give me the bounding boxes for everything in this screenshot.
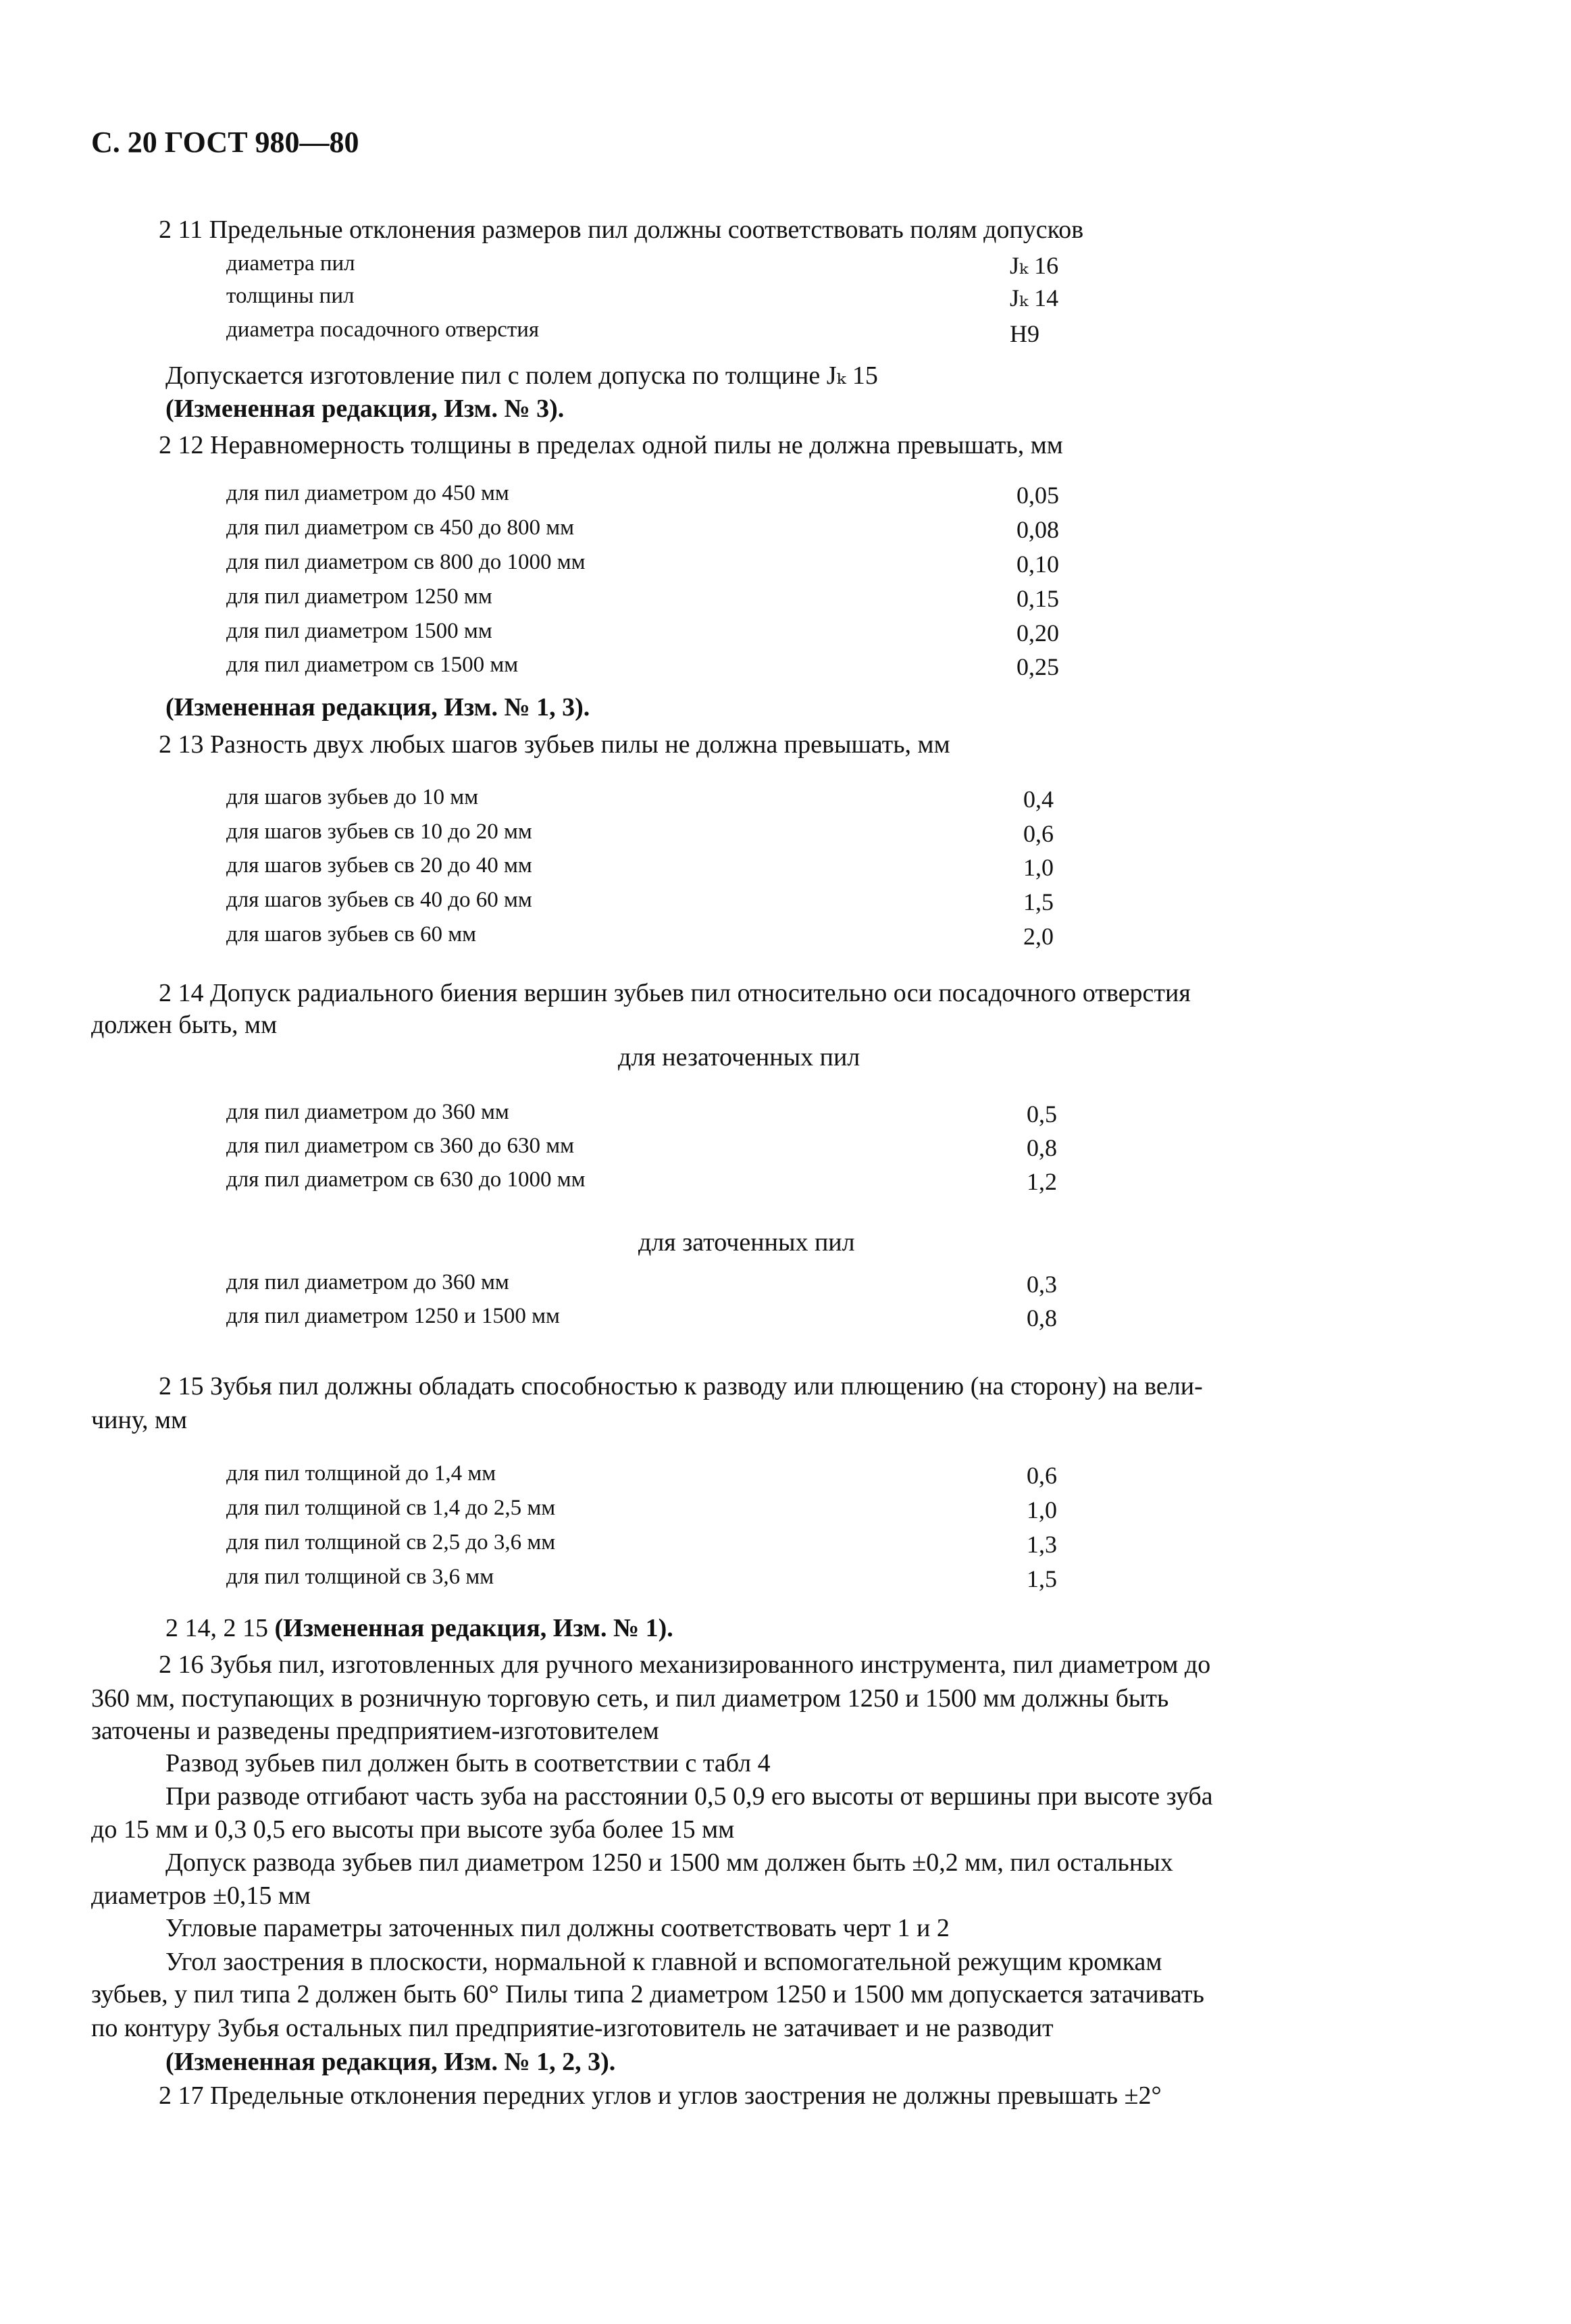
tolerance-row-value: Jₖ 14: [1010, 284, 1059, 311]
clause-2-16-line: Угловые параметры заточенных пил должны соответствовать черт 1 и 2: [165, 1914, 950, 1942]
set-row-value: 1,3: [1027, 1531, 1057, 1558]
set-row-label: для пил толщиной св 3,6 мм: [226, 1565, 494, 1589]
pitch-row-value: 2,0: [1023, 923, 1054, 950]
pitch-row-value: 0,6: [1023, 820, 1054, 847]
clause-2-16-line: Угол заострения в плоскости, нормальной к главной и вспомогательной режущим кромкам: [165, 1948, 1162, 1976]
runout-row-label: для пил диаметром 1250 и 1500 мм: [226, 1304, 560, 1328]
pitch-row-value: 0,4: [1023, 786, 1054, 813]
clause-2-16-line: зубьев, у пил типа 2 должен быть 60° Пилы типа 2 диаметром 1250 и 1500 мм допускается затачивать: [91, 1980, 1204, 2009]
thickness-row-label: для пил диаметром до 450 мм: [226, 481, 509, 505]
clause-2-17-text: 2 17 Предельные отклонения передних углов и углов заострения не должны превышать ±2°: [159, 2081, 1162, 2110]
amendment-note: (Измененная редакция, Изм. № 1, 3).: [165, 693, 590, 722]
pitch-row-label: для шагов зубьев до 10 мм: [226, 785, 479, 809]
amendment-line: [165, 1613, 673, 1643]
subheading-unsharpened: для незаточенных пил: [618, 1043, 860, 1071]
subheading-sharpened: для заточенных пил: [638, 1228, 855, 1257]
tolerance-row-label: диаметра посадочного отверстия: [226, 318, 540, 342]
clause-2-16-line: Допуск развода зубьев пил диаметром 1250 и 1500 мм должен быть ±0,2 мм, пил остальных: [165, 1848, 1173, 1877]
pitch-row-value: 1,0: [1023, 854, 1054, 881]
thickness-row-label: для пил диаметром св 450 до 800 мм: [226, 515, 574, 540]
runout-row-label: для пил диаметром до 360 мм: [226, 1100, 509, 1124]
clause-2-15-text: 2 15 Зубья пил должны обладать способностью к разводу или плющению (на сторону) на вели-: [159, 1372, 1203, 1400]
clause-2-16-line: 360 мм, поступающих в розничную торговую сеть, и пил диаметром 1250 и 1500 мм должны быть: [91, 1684, 1169, 1713]
set-row-value: 1,0: [1027, 1496, 1057, 1523]
pitch-row-label: для шагов зубьев св 60 мм: [226, 922, 477, 946]
runout-row-value: 0,5: [1027, 1101, 1057, 1128]
runout-row-label: для пил диаметром св 630 до 1000 мм: [226, 1167, 586, 1192]
thickness-row-value: 0,20: [1016, 620, 1059, 647]
tolerance-row-value: H9: [1010, 320, 1039, 347]
clause-2-16-line: по контуру Зубья остальных пил предприятие-изготовитель не затачивает и не разводит: [91, 2014, 1054, 2042]
amendment-note: (Измененная редакция, Изм. № 1, 2, 3).: [165, 2048, 616, 2076]
pitch-row-value: 1,5: [1023, 888, 1054, 915]
set-row-value: 0,6: [1027, 1462, 1057, 1489]
clause-2-16-line: Развод зубьев пил должен быть в соответствии с табл 4: [165, 1749, 771, 1777]
tolerance-row-value: Jₖ 16: [1010, 252, 1059, 279]
runout-row-value: 0,8: [1027, 1134, 1057, 1161]
thickness-row-value: 0,05: [1016, 482, 1059, 509]
set-row-label: для пил толщиной св 2,5 до 3,6 мм: [226, 1530, 556, 1555]
set-row-value: 1,5: [1027, 1565, 1057, 1592]
pitch-row-label: для шагов зубьев св 10 до 20 мм: [226, 819, 532, 844]
set-row-label: для пил толщиной до 1,4 мм: [226, 1461, 496, 1486]
amendment-note: (Измененная редакция, Изм. № 3).: [165, 395, 565, 423]
runout-row-value: 1,2: [1027, 1168, 1057, 1195]
amendment-prefix: 2 14, 2 15: [165, 1614, 268, 1642]
pitch-row-label: для шагов зубьев св 20 до 40 мм: [226, 853, 532, 878]
tolerance-row-label: диаметра пил: [226, 251, 355, 276]
runout-row-label: для пил диаметром до 360 мм: [226, 1270, 509, 1294]
clause-2-16-line: диаметров ±0,15 мм: [91, 1881, 311, 1910]
clause-2-14-text: 2 14 Допуск радиального биения вершин зубьев пил относительно оси посадочного отверстия: [159, 979, 1191, 1007]
thickness-row-label: для пил диаметром св 1500 мм: [226, 653, 519, 677]
thickness-row-label: для пил диаметром 1250 мм: [226, 584, 492, 609]
thickness-row-value: 0,10: [1016, 551, 1059, 578]
runout-row-value: 0,8: [1027, 1305, 1057, 1332]
thickness-row-value: 0,08: [1016, 516, 1059, 543]
runout-row-value: 0,3: [1027, 1271, 1057, 1298]
tolerance-row-label: толщины пил: [226, 284, 355, 308]
clause-2-15-text-cont: чину, мм: [91, 1406, 188, 1434]
amendment-note: (Измененная редакция, Изм. № 1).: [274, 1614, 673, 1642]
pitch-row-label: для шагов зубьев св 40 до 60 мм: [226, 888, 532, 912]
clause-2-11-text: 2 11 Предельные отклонения размеров пил должны соответствовать полям допусков: [159, 216, 1084, 244]
thickness-row-label: для пил диаметром 1500 мм: [226, 619, 492, 643]
thickness-row-value: 0,25: [1016, 653, 1059, 680]
thickness-row-value: 0,15: [1016, 585, 1059, 612]
thickness-row-label: для пил диаметром св 800 до 1000 мм: [226, 550, 586, 574]
clause-2-16-line: до 15 мм и 0,3 0,5 его высоты при высоте зуба более 15 мм: [91, 1815, 735, 1844]
clause-2-16-line: 2 16 Зубья пил, изготовленных для ручного механизированного инструмента, пил диаметром до: [159, 1650, 1211, 1679]
clause-2-16-line: заточены и разведены предприятием-изготовителем: [91, 1717, 659, 1745]
clause-2-13-text: 2 13 Разность двух любых шагов зубьев пилы не должна превышать, мм: [159, 730, 950, 759]
clause-2-11-note: Допускается изготовление пил с полем допуска по толщине Jₖ 15: [165, 361, 878, 390]
runout-row-label: для пил диаметром св 360 до 630 мм: [226, 1134, 574, 1158]
clause-2-12-text: 2 12 Неравномерность толщины в пределах одной пилы не должна превышать, мм: [159, 431, 1063, 459]
clause-2-16-line: При разводе отгибают часть зуба на расстоянии 0,5 0,9 его высоты от вершины при высоте зуба: [165, 1782, 1213, 1811]
page-header: С. 20 ГОСТ 980—80: [91, 126, 359, 159]
set-row-label: для пил толщиной св 1,4 до 2,5 мм: [226, 1496, 556, 1520]
clause-2-14-text-cont: должен быть, мм: [91, 1011, 278, 1039]
